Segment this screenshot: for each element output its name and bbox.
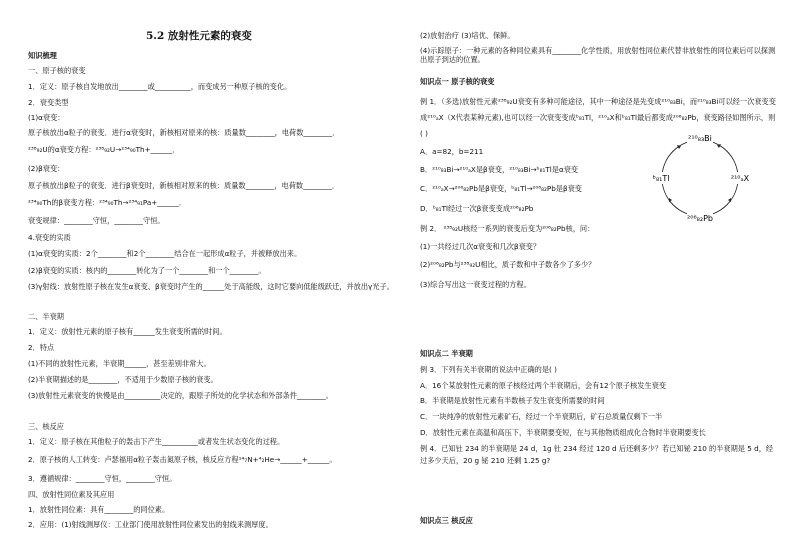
halflife-definition: 1．定义：放射性元素的原子核有______发生衰变所需的时间。 xyxy=(28,327,227,336)
decay-cycle-circle xyxy=(662,140,738,216)
example-2-question-2: (2)²⁰⁶₈₂Pb与²³⁸₉₂U相比，质子数和中子数各少了多少？ xyxy=(420,260,596,269)
section-heading-decay: 一、原子核的衰变 xyxy=(28,66,86,75)
decay-law: 衰变规律：________守恒，________守恒。 xyxy=(28,216,165,225)
tracer-atom-desc: (4)示踪原子：一种元素的各种同位素具有________化学性质，用放射性同位素代替非放射性的同位素后可以探测出原子到达的位置。 xyxy=(420,46,776,64)
gamma-ray-desc: (3)γ射线：放射性原子核在发生α衰变、β衰变时产生的______处于高能级，这时它要向低能级跃迁，并放出γ光子。 xyxy=(28,282,394,291)
page-title: 5.2 放射性元素的衰变 xyxy=(146,30,252,42)
alpha-decay-heading: (1)α衰变： xyxy=(28,113,65,122)
example-2-stem: 例 2． ²³⁸₉₂U核经一系列的衰变后变为²⁰⁶₈₂Pb核，问： xyxy=(420,224,595,233)
example-1-stem: 例 1．（多选)放射性元素²³⁸₉₂U衰变有多种可能途径，其中一种途径是先变成²¹⁰₈₃Bi，而²¹⁰₈₃Bi可以经一次衰变变成²¹⁰ₐX（X代表某种元素),也可以经一次衰变变成ᵇ₈₁Tl，²¹⁰ₐX和ᵇ₈₁Tl最后都变成²⁰⁶₈₂Pb，衰变路径如图所示，则( ) xyxy=(420,97,776,138)
example-3-option-d: D．放射性元素在高温和高压下，半衰期要变短，在与其他物质组成化合物时半衰期要变长 xyxy=(420,428,706,437)
section-heading-halflife: 二、半衰期 xyxy=(28,312,64,321)
section-heading-knowledge: 知识梳理 xyxy=(28,51,57,60)
knowledge-point-1: 知识点一 原子核的衰变 xyxy=(420,77,495,86)
decay-path-diagram xyxy=(645,128,755,228)
node-tl: ᵇ₈₁Tl xyxy=(652,174,670,183)
halflife-feature-1: (1)不同的放射性元素，半衰期______，甚至差别非常大。 xyxy=(28,359,211,368)
application-items: (2)放射治疗 (3)培优、保鲜。 xyxy=(420,31,515,40)
alpha-essence: (1)α衰变的实质：2个________和2个________结合在一起形成α粒子，并被释放出来。 xyxy=(28,249,302,258)
node-pb: ²⁰⁶₈₂Pb xyxy=(687,214,713,223)
example-3-option-b: B．半衰期是放射性元素有半数核子发生衰变所需要的时间 xyxy=(420,396,605,405)
knowledge-point-2: 知识点二 半衰期 xyxy=(420,349,473,358)
halflife-features-heading: 2．特点 xyxy=(28,343,55,352)
isotope-application: 2．应用：(1)射线测厚仪：工业部门使用放射性同位素发出的射线来测厚度。 xyxy=(28,520,273,529)
alpha-decay-equation: ²³⁸₉₂U的α衰变方程：²³⁸₉₂U→²³⁴₉₀Th+______． xyxy=(28,145,180,154)
example-4-stem: 例 4．已知钍 234 的半衰期是 24 d，1g 钍 234 经过 120 d 后还剩多少？若已知铋 210 的半衰期是 5 d，经过多少天后，20 g 铋 210 还剩 1.25 g? xyxy=(420,444,774,465)
example-3-option-a: A．16个某放射性元素的原子核经过两个半衰期后，会有12个原子核发生衰变 xyxy=(420,381,667,390)
beta-decay-equation: ²³⁴₉₀Th的β衰变方程：²³⁴₉₀Th→²³⁴₉₁Pa+______． xyxy=(28,198,187,207)
knowledge-point-3: 知识点三 核反应 xyxy=(420,516,473,525)
nuclear-reaction-law: 3．遵循规律：________守恒，________守恒。 xyxy=(28,474,177,483)
example-1-option-b: B．²¹⁰₈₃Bi→²¹⁰ₐX是β衰变，²¹⁰₈₃Bi→ᵇ₈₁Tl是α衰变 xyxy=(420,165,579,174)
section-heading-nuclear-reaction: 三、核反应 xyxy=(28,422,64,431)
alpha-decay-desc: 原子核放出α粒子的衰变．进行α衰变时，新核相对原来的核：质量数________，电荷数________． xyxy=(28,128,340,137)
beta-decay-heading: (2)β衰变： xyxy=(28,164,65,173)
decay-definition: 1．定义：原子核自发地放出________或__________，而变成另一种原子核的变化。 xyxy=(28,82,292,91)
decay-essence-heading: 4.衰变的实质 xyxy=(28,233,71,242)
example-2-question-3: (3)综合写出这一衰变过程的方程。 xyxy=(420,280,531,289)
example-2-question-1: (1)一共经过几次α衰变和几次β衰变？ xyxy=(420,242,541,251)
nuclear-reaction-definition: 1．定义：原子核在其他粒子的轰击下产生__________或者发生状态变化的过程。 xyxy=(28,437,285,446)
artificial-transmutation: 2．原子核的人工转变：卢瑟福用α粒子轰击氮原子核，核反应方程¹⁴₇N+⁴₂He→______+______。 xyxy=(28,455,337,464)
beta-essence: (2)β衰变的实质：核内的________转化为了一个________和一个________。 xyxy=(28,266,266,275)
decay-types-heading: 2．衰变类型 xyxy=(28,98,69,107)
beta-decay-desc: 原子核放出β粒子的衰变．进行β衰变时，新核相对原来的核：质量数________，电荷数________． xyxy=(28,181,340,190)
example-1-option-a: A．a=82，b=211 xyxy=(420,147,484,156)
halflife-feature-2: (2)半衰期描述的是________，不适用于少数原子核的衰变。 xyxy=(28,375,218,384)
node-bi: ²¹⁰₈₃Bi xyxy=(688,134,712,143)
halflife-feature-3: (3)放射性元素衰变的快慢是由__________决定的，跟原子所处的化学状态和外部条件________。 xyxy=(28,391,333,400)
example-3-stem: 例 3．下列有关半衰期的说法中正确的是( ) xyxy=(420,365,557,374)
example-1-option-d: D．ᵇ₈₁Tl经过一次β衰变变成²⁰⁶₈₂Pb xyxy=(420,204,534,213)
node-x: ²¹⁰ₐX xyxy=(730,174,750,183)
example-1-option-c: C．²¹⁰ₐX→²⁰⁶₈₂Pb是β衰变，ᵇ₈₁Tl→²⁰⁶₈₂Pb是β衰变 xyxy=(420,184,582,193)
example-3-option-c: C．一块纯净的放射性元素矿石，经过一个半衰期后，矿石总质量仅剩下一半 xyxy=(420,412,663,421)
isotope-definition: 1．放射性同位素：具有________的同位素。 xyxy=(28,505,170,514)
section-heading-isotopes: 四、放射性同位素及其应用 xyxy=(28,490,115,499)
